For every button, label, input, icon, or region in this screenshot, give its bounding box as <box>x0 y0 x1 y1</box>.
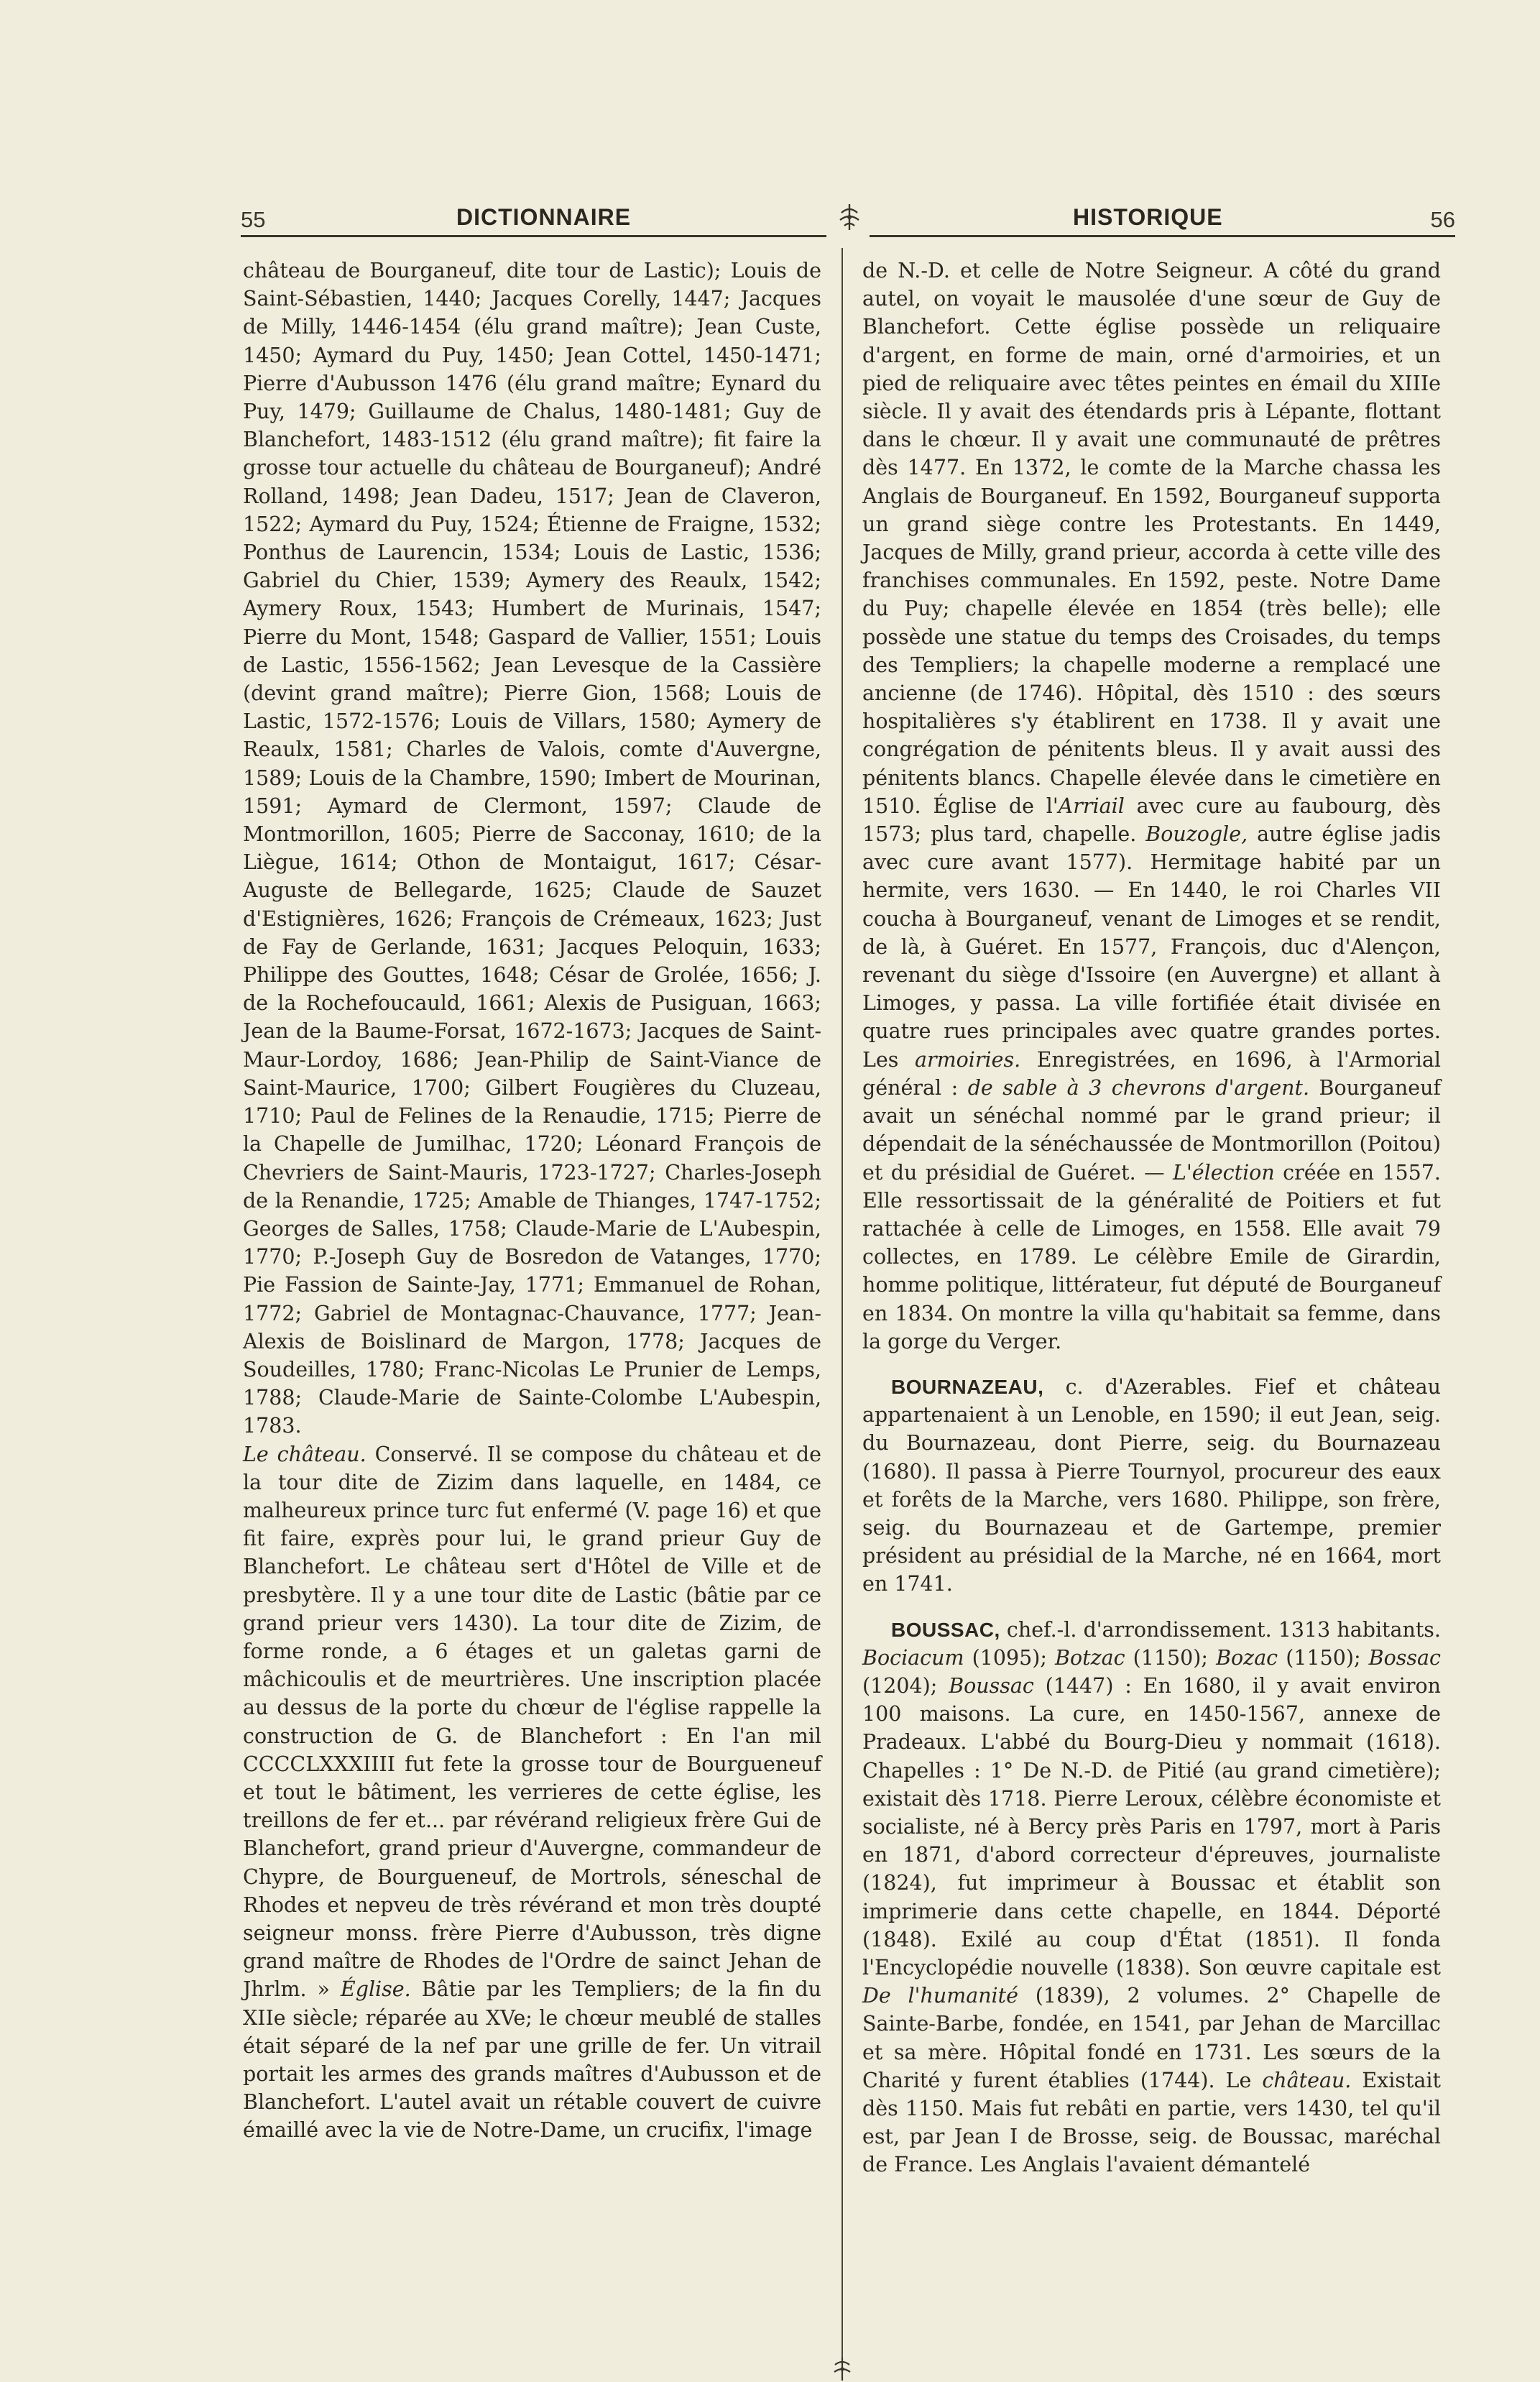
right-column <box>862 257 1441 2179</box>
italic-term: Bouzogle, <box>1145 822 1248 847</box>
entry-text: (1095); <box>964 1645 1056 1670</box>
italic-term: L'élection <box>1173 1160 1275 1185</box>
italic-term: Boussac <box>949 1673 1034 1698</box>
section-label-eglise: Église. <box>340 1977 411 2002</box>
entry-text: (1204); <box>862 1673 949 1698</box>
entry-text: (1150); <box>1278 1645 1369 1670</box>
left-column <box>243 257 821 2145</box>
right-page-number: 56 <box>1430 207 1455 232</box>
text-run: Bourganeuf avait un sénéchal nommé par le grand prieur; il dépendait de la sénéchaussée de Montmorillon (Poitou) et du présidial de Guéret. — <box>862 1075 1441 1185</box>
fleuron-ornament-icon <box>837 203 862 231</box>
entry-text: (1150); <box>1125 1645 1217 1670</box>
entry-text: (1447) : En 1680, il y avait environ 100 maisons. La cure, en 1450-1567, annexe de Pradeaux. L'abbé du Bourg-Dieu y nommait (1618). Chapelles : 1° De N.-D. de Pitié (au grand cimetière); existait dès 1718. Pierre Leroux, célèbre économiste et socialiste, né à Bercy près Paris en 1797, mort à Paris en 1871, d'abord correcteur d'épreuves, journaliste (1824), fut imprimeur à Boussac et établit son imprimerie dans cette chapelle, en 1844. Déporté (1848). Exilé au coup d'État (1851). Il fonda l'Encyclopédie nouvelle (1838). Son œuvre capitale est <box>862 1673 1441 1979</box>
italic-term: armoiries. <box>914 1047 1021 1072</box>
italic-term: de sable à 3 chevrons d'argent. <box>967 1075 1310 1100</box>
text-run: avec cure au faubourg, dès 1573; plus tard, chapelle. <box>862 794 1441 847</box>
italic-term: Bozac <box>1216 1645 1278 1670</box>
paragraph-le-chateau <box>243 1440 821 2145</box>
entry-text: chef.-l. d'arrondissement. 1313 habitants. <box>1000 1617 1441 1642</box>
entry-text: c. d'Azerables. Fief et château appartenaient à un Lenoble, en 1590; il eut Jean, seig. du Bournazeau, dont Pierre, seig. du Bournazeau (1680). Il passa à Pierre Tournyol, procureur des eaux et forêts de la Marche, vers 1680. Philippe, son frère, seig. du Bournazeau et de Gartempe, premier président au présidial de la Marche, né en 1664, mort en 1741. <box>862 1374 1441 1596</box>
text-run: de N.-D. et celle de Notre Seigneur. A côté du grand autel, on voyait le mausolée d'une sœur de Guy de Blanchefort. Cette église possède un reliquaire d'argent, en forme de main, orné d'armoiries, et un pied de reliquaire avec têtes peintes en émail du XIIIe siècle. Il y avait des étendards pris à Lépante, flottant dans le chœur. Il y avait une communauté de prêtres dès 1477. En 1372, le comte de la Marche chassa les Anglais de Bourganeuf. En 1592, Bourganeuf supporta un grand siège contre les Protestants. En 1449, Jacques de Milly, grand prieur, accorda à cette ville des franchises communales. En 1592, peste. Notre Dame du Puy; chapelle élevée en 1854 (très belle); elle possède une statue du temps des Croisades, du temps des Templiers; la chapelle moderne a remplacé une ancienne (de 1746). Hôpital, dès 1510 : des sœurs hospitalières s'y établirent en 1738. Il y avait une congrégation de pénitents bleus. Il y avait aussi des pénitents blancs. Chapelle élevée dans le cimetière en 1510. Église de l' <box>862 259 1441 818</box>
left-running-title: DICTIONNAIRE <box>456 204 632 230</box>
headword-bournazeau: BOURNAZEAU, <box>891 1375 1044 1398</box>
italic-term: Bossac <box>1368 1645 1441 1670</box>
paragraph-grand-prieurs: château de Bourganeuf, dite tour de Lastic); Louis de Saint-Sébastien, 1440; Jacques Corelly, 1447; Jacques de Milly, 1446-1454 (élu grand maître); Jean Custe, 1450; Aymard du Puy, 1450; Jean Cottel, 1450-1471; Pierre d'Aubusson 1476 (élu grand maître; Eynard du Puy, 1479; Guillaume de Chalus, 1480-1481; Guy de Blanchefort, 1483-1512 (élu grand maître); fit faire la grosse tour actuelle du château de Bourganeuf); André Rolland, 1498; Jean Dadeu, 1517; Jean de Claveron, 1522; Aymard du Puy, 1524; Étienne de Fraigne, 1532; Ponthus de Laurencin, 1534; Louis de Lastic, 1536; Gabriel du Chier, 1539; Aymery des Reaulx, 1542; Aymery Roux, 1543; Humbert de Murinais, 1547; Pierre du Mont, 1548; Gaspard de Vallier, 1551; Louis de Lastic, 1556-1562; Jean Levesque de la Cassière (devint grand maître); Pierre Gion, 1568; Louis de Lastic, 1572-1576; Louis de Villars, 1580; Aymery de Reaulx, 1581; Charles de Valois, comte d'Auvergne, 1589; Louis de la Chambre, 1590; Imbert de Mourinan, 1591; Aymard de Clermont, 1597; Claude de Montmorillon, 1605; Pierre de Sacconay, 1610; de la Liègue, 1614; Othon de Montaigut, 1617; César-Auguste de Bellegarde, 1625; Claude de Sauzet d'Estignières, 1626; François de Crémeaux, 1623; Just de Fay de Gerlande, 1631; Jacques Peloquin, 1633; Philippe des Gouttes, 1648; César de Grolée, 1656; J. de la Rochefoucauld, 1661; Alexis de Pusiguan, 1663; Jean de la Baume-Forsat, 1672-1673; Jacques de Saint-Maur-Lordoy, 1686; Jean-Philip de Saint-Viance de Saint-Maurice, 1700; Gilbert Fougières du Cluzeau, 1710; Paul de Felines de la Renaudie, 1715; Pierre de la Chapelle de Jumilhac, 1720; Léonard François de Chevriers de Saint-Mauris, 1723-1727; Charles-Joseph de la Renandie, 1725; Amable de Thianges, 1747-1752; Georges de Salles, 1758; Claude-Marie de L'Aubespin, 1770; P.-Joseph Guy de Bosredon de Vatanges, 1770; Pie Fassion de Sainte-Jay, 1771; Emmanuel de Rohan, 1772; Gabriel de Montagnac-Chauvance, 1777; Jean-Alexis de Boislinard de Margon, 1778; Jacques de Soudeilles, 1780; Franc-Nicolas Le Prunier de Lemps, 1788; Claude-Marie de Sainte-Colombe L'Aubespin, 1783. <box>243 259 821 1438</box>
italic-term: De l'humanité <box>862 1984 1018 2008</box>
text-run: Enregistrées, en 1696, à l'Armorial général : <box>862 1047 1441 1100</box>
paragraph-chateau-text: Conservé. Il se compose du château et de la tour dite de Zizim dans laquelle, en 1484, ce malheureux prince turc fut enfermé (V. page 16) et que fit faire, exprès pour lui, le grand prieur Guy de Blanchefort. Le château sert d'Hôtel de Ville et de presbytère. Il y a une tour dite de Lastic (bâtie par ce grand prieur vers 1430). La tour dite de Zizim, de forme ronde, a 6 étages et un galetas garni de mâchicoulis et de meurtrières. Une inscription placée au dessus de la porte du chœur de l'église rappelle la construction de G. de Blanchefort : En l'an mil CCCCLXXXIIII fut fete la grosse tour de Bourgueneuf et tout le bâtiment, les verrieres de cette église, les treillons de fer et... par révérand religieux frère Gui de Blanchefort, grand prieur d'Auvergne, commandeur de Chypre, de Bourgueneuf, de Mortrols, séneschal de Rhodes et nepveu de très révérand et mon très doupté seigneur monss. frère Pierre d'Aubusson, très digne grand maître de Rhodes de l'Ordre de sainct Jehan de Jhrlm. » <box>243 1442 822 2002</box>
entry-boussac <box>862 1616 1441 2179</box>
italic-term: Bociacum <box>862 1645 964 1670</box>
entry-text: (1839), 2 volumes. 2° Chapelle de Sainte-Barbe, fondée, en 1541, par Jehan de Marcillac et sa mère. Hôpital fondé en 1731. Les sœurs de la Charité y furent établies (1744). Le <box>862 1984 1441 2092</box>
right-running-title: HISTORIQUE <box>1073 204 1223 230</box>
header-rule-left <box>241 235 826 237</box>
paragraph-bourganeuf-continued <box>862 257 1441 1356</box>
italic-term: Arriail <box>1058 794 1125 818</box>
entry-text: Existait dès 1150. Mais fut rebâti en partie, vers 1430, tel qu'il est, par Jean I de Brosse, seig. de Boussac, maréchal de France. Les Anglais l'avaient démantelé <box>862 2068 1441 2177</box>
column-divider <box>842 248 843 2361</box>
footer-fleuron-icon <box>831 2356 853 2382</box>
italic-term: château. <box>1262 2068 1352 2092</box>
header-rule-right <box>870 235 1455 237</box>
text-run: autre église jadis avec cure avant 1577). Hermitage habité par un hermite, vers 1630. — En 1440, le roi Charles VII coucha à Bourganeuf, venant de Limoges et se rendit, de là, à Guéret. En 1577, François, duc d'Alençon, revenant du siège d'Issoire (en Auvergne) et allant à Limoges, y passa. La ville fortifiée était divisée en quatre rues principales avec quatre grandes portes. Les <box>862 822 1441 1072</box>
italic-term: Botzac <box>1055 1645 1125 1670</box>
paragraph-eglise-text: Bâtie par les Templiers; de la fin du XIIe siècle; réparée au XVe; le chœur meublé de stalles était séparé de la nef par une grille de fer. Un vitrail portait les armes des grands maîtres d'Aubusson et de Blanchefort. L'autel avait un rétable couvert de cuivre émaillé avec la vie de Notre-Dame, un crucifix, l'image <box>243 1977 821 2143</box>
text-run: créée en 1557. Elle ressortissait de la généralité de Poitiers et fut rattachée à celle de Limoges, en 1558. Elle avait 79 collectes, en 1789. Le célèbre Emile de Girardin, homme politique, littérateur, fut député de Bourganeuf en 1834. On montre la villa qu'habitait sa femme, dans la gorge du Verger. <box>862 1160 1441 1353</box>
page-header <box>241 203 1455 239</box>
headword-boussac: BOUSSAC, <box>891 1618 1000 1641</box>
entry-bournazeau <box>862 1373 1441 1599</box>
section-label-chateau: Le château. <box>243 1442 366 1466</box>
left-page-number: 55 <box>241 207 266 232</box>
